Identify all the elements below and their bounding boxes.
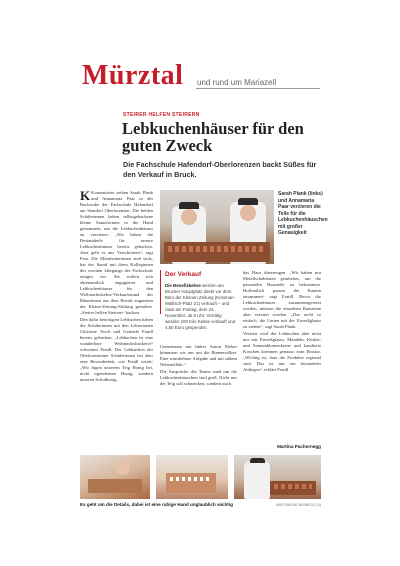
gingerbread-pieces (168, 246, 266, 252)
photo-credit: MARTINA PACHERNEGG (4) (276, 503, 321, 507)
masthead-rule (196, 88, 320, 89)
student-figure (244, 461, 270, 499)
bottom-photo-1 (80, 455, 150, 499)
chef-hat-left (179, 202, 199, 209)
col3-paragraph-2: Die Ansprüche des Teams rund um die Lebkuchenhäuschen sind groß. Nicht nur der Teig soll schmecken, sondern auch (160, 369, 237, 386)
hand-detail (116, 461, 130, 475)
baking-tray (164, 242, 270, 262)
bottom-photo-2 (156, 455, 228, 499)
sales-box-title: Der Verkauf (165, 271, 202, 278)
sales-box-text: Die Benefizkekse werden am Brucker Hauptplatz direkt vor dem Büro der Kleinen Zeitung (Koloman-Wallisch-Platz 21) verkauft – und zwar am Freitag, dem 24. November, ab 8 Uhr. Vorrätig werden 100 Kilo Kekse verkauft und 4,50 Euro gespendet. (165, 283, 236, 330)
main-photo (160, 190, 274, 264)
gingerbread-pieces (274, 484, 312, 489)
article-author: Martina Pachernegg (277, 444, 321, 449)
masthead-subtitle: und rund um Mariazell (197, 78, 277, 87)
bottom-photo-3 (234, 455, 321, 499)
decorated-gingerbread (166, 473, 216, 493)
article-column-4 (243, 270, 321, 440)
masthead-title: Mürztal (82, 60, 184, 91)
col4-paragraph-1: das Haus überzeugen. „Wir haben mit Metallschablonen gearbeitet, um die passenden Hausteile zu bekommen. Hoffentlich passen die Kanten zusammen“ sagt Fraidl. Bevor die Lebkuchenhäuser zusammengesetzt werden, müssen die einzelnen Bausteine aber verziert werden. „Das nicht so einfach, die Linien mit der Eiweißglasur zu ziehen“, sagt Sarah Plank. (243, 270, 321, 329)
article-headline: Lebkuchenhäuser für den guten Zweck (122, 119, 304, 155)
box-accent-line (160, 270, 161, 314)
chef-hat (250, 458, 265, 463)
article-kicker: STEIRER HELFEN STEIRERN (123, 112, 200, 118)
bottom-photo-caption: Es geht um die Details, dabei ist eine ruhige Hand unglaublich wichtig (80, 502, 233, 507)
col4-paragraph-2: Verziert wird der Lebkuchen aber nicht nur mit Eiweißglasur, Mandeln, Kürbis- und Sonnenblumenkerne und kandierte Kirschen kommen genauso zum Einsatz. „Wichtig ist, dass die Produkte regional sind. Das ist uns ein besonderes Anliegen“, erklärt Fraidl. (243, 331, 321, 372)
col1-paragraph-2: Den dafür benötigten Lebkuchen haben die Schülerinnen mit den Lehrerinnen Christine Tesch und Gabriele Fraidl bereits gebacken. „Lebkuchen ist eine wunderbare Weihnachtsbäckerei“ schwärmt Fraidl. Der Lebkuchen der Oberlorenzener Schülerinnen hat aber eine Besonderheit, wie Fraidl verrät: „Wir fügen unserem Teig Honig bei, nicht irgendeinen Honig, sondern unseren Schulhonig. (80, 317, 153, 382)
article-column-3 (160, 344, 237, 444)
col3-paragraph-1: Gemeinsam mit Imker Anton Nieber kümmern wir uns um die Bienenvölker. Eine wunderbare Aufgabe und mit süßem Nebeneffekt.“ (160, 344, 237, 367)
article-column-1 (80, 190, 153, 442)
icing-lines (170, 477, 212, 481)
drop-cap: K (80, 190, 91, 203)
article-subhead: Die Fachschule Hafendorf-Oberlorenzen backt Süßes für den Verkauf in Bruck. (123, 160, 317, 179)
chef-hat-right (238, 198, 258, 205)
col1-paragraph-1: K Konzentriert stehen Sarah Plank und Annamaria Paar in der Backstube der Fachschule Hafendorf am Standort Oberlorenzen. Die beiden Schülerinnen haben selbstgebackene kleine Stanzformen in die Hand genommen, um die Lebkuchenhäuser zu verzieren. „Wir haben die Bestandteile für unsere Lebkuchenhäuser bereits gebacken. Jetzt geht es ans Verschönern“, sagt Paar. Die Mitarbeiterinnen sind stolz, hat der Stand mit ihren Kolleginnen des zweiten Jahrgangs der Fachschule einiges vor: Sie wollen sich ehrenamtlich engagieren und Lebkuchenhäuser für den Weihnachtskekse-Verkaufsstand der Bäuerinnen aus dem Bezirk zugunsten der Kleine-Zeitung-Stiftung gestalten. „Steirer helfen Steirern“ backen. (80, 190, 153, 315)
gingerbread-piece (88, 479, 142, 493)
face-right (240, 205, 256, 221)
face-left (181, 209, 197, 225)
main-photo-caption: Sarah Plank (links) und Annamaria Paar verzieren die Teile für die Lebkuchenhäuschen mit großer Genauigkeit (278, 191, 328, 236)
